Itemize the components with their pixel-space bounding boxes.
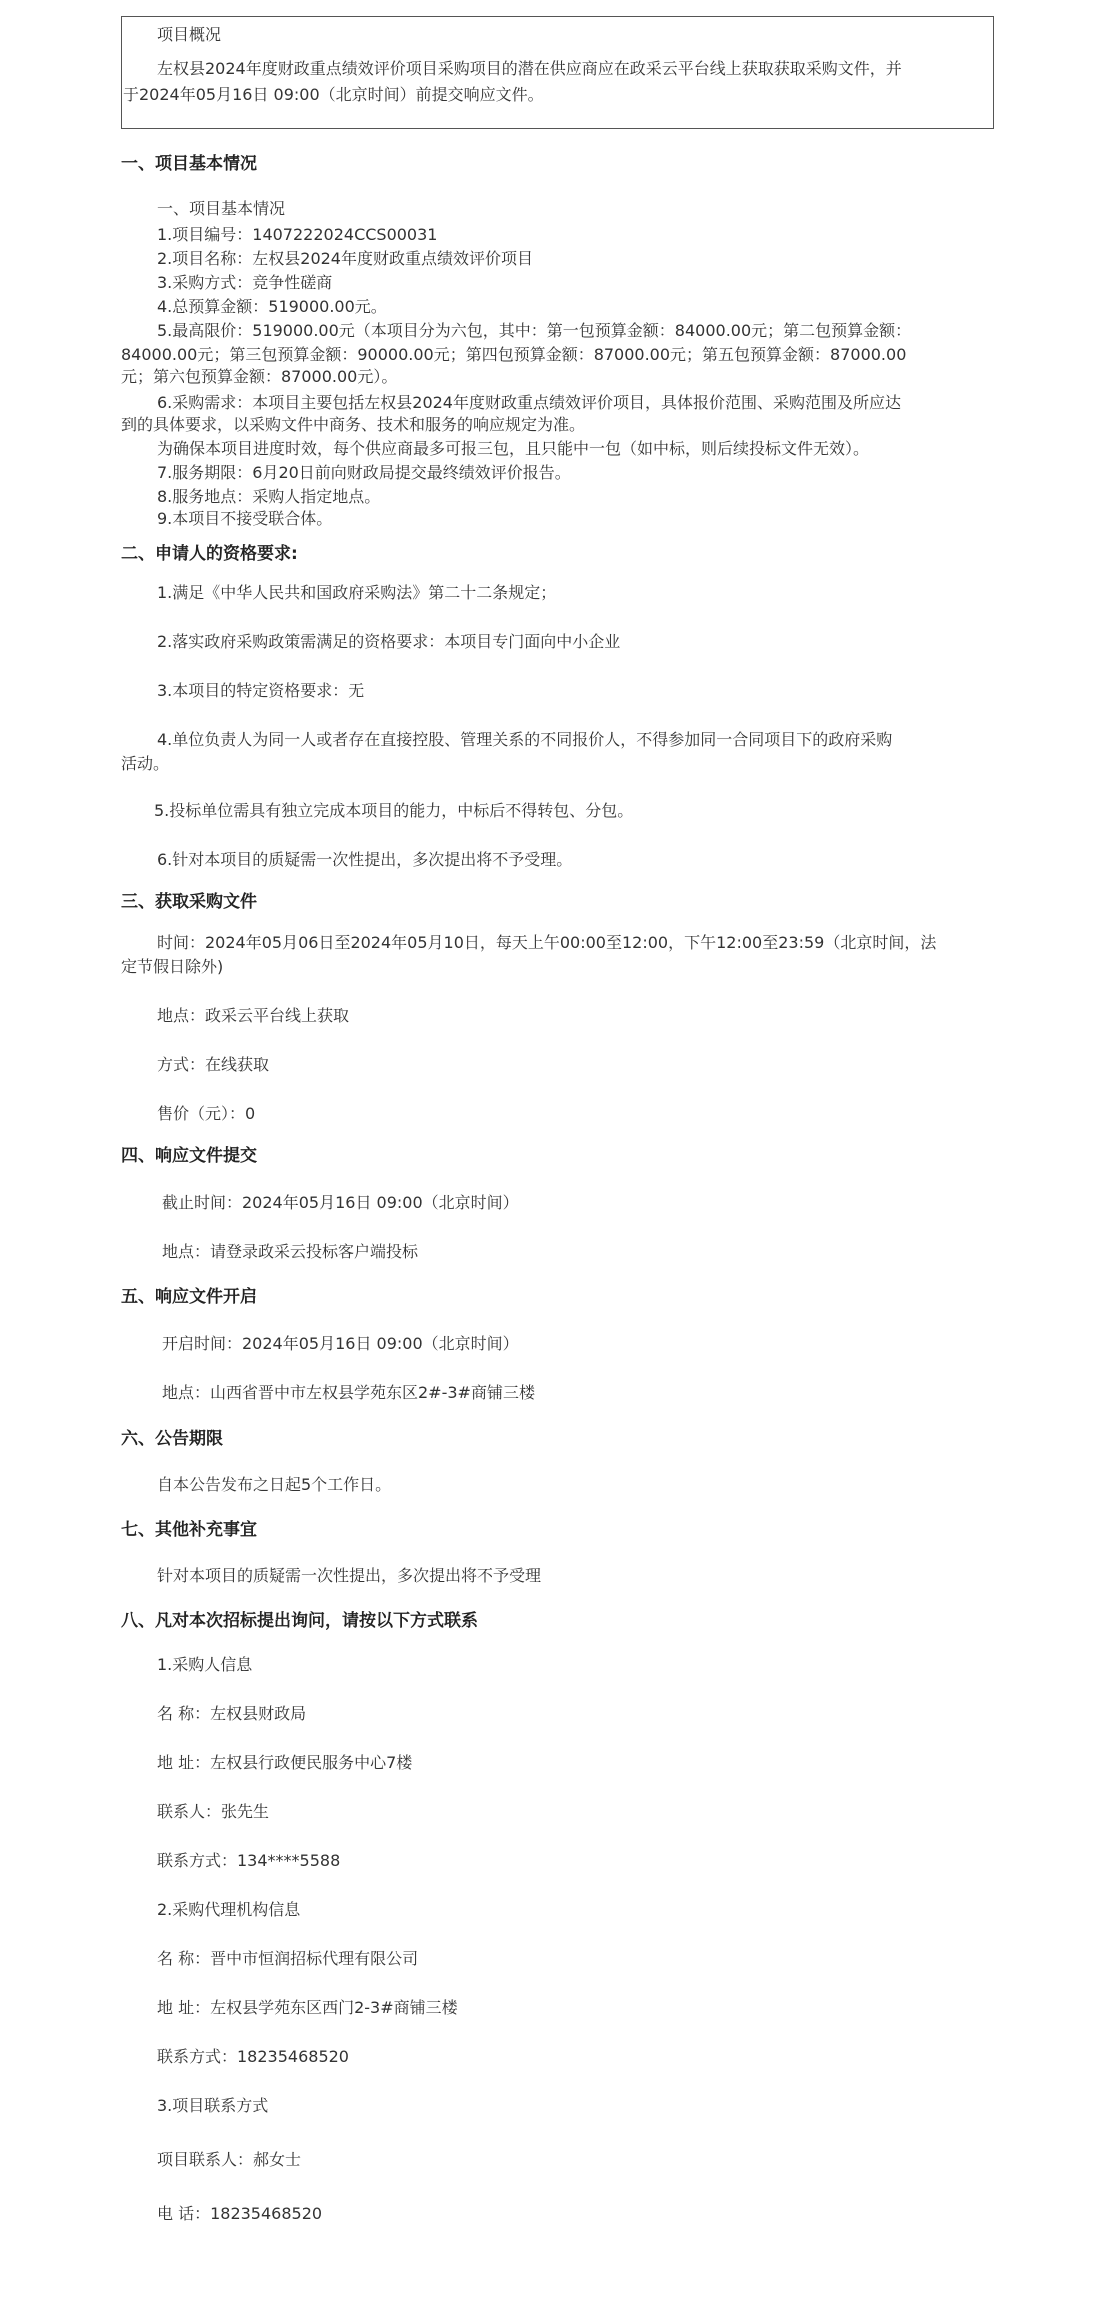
service-location: 8.服务地点：采购人指定地点。 [157,487,381,506]
requirements-line-3: 为确保本项目进度时效，每个供应商最多可报三包，且只能中一包（如中标，则后续投标文件无效）。 [157,439,870,458]
max-price-line-3: 元；第六包预算金额：87000.00元）。 [121,367,398,386]
buyer-info-title: 1.采购人信息 [157,1655,253,1674]
overview-text-line-2: 于2024年05月16日 09:00（北京时间）前提交响应文件。 [123,85,544,104]
agent-info-title: 2.采购代理机构信息 [157,1900,301,1919]
section-heading-qualifications: 二、申请人的资格要求: [121,544,298,564]
notice-period-text: 自本公告发布之日起5个工作日。 [157,1475,392,1494]
qualification-3: 3.本项目的特定资格要求：无 [157,681,365,700]
project-contact-phone: 电 话：18235468520 [157,2204,323,2223]
total-budget: 4.总预算金额：519000.00元。 [157,297,387,316]
section-heading-contact: 八、凡对本次招标提出询问，请按以下方式联系 [121,1611,478,1631]
no-consortium: 9.本项目不接受联合体。 [157,509,333,528]
submission-deadline: 截止时间：2024年05月16日 09:00（北京时间） [162,1193,519,1212]
qualification-1: 1.满足《中华人民共和国政府采购法》第二十二条规定； [157,583,557,602]
section-heading-other-matters: 七、其他补充事宜 [121,1520,257,1540]
project-contact-person: 项目联系人：郝女士 [157,2150,302,2169]
overview-title: 项目概况 [157,25,222,44]
buyer-phone: 联系方式：134****5588 [157,1851,341,1870]
procurement-method: 3.采购方式：竞争性磋商 [157,273,333,292]
agent-name: 名 称：晋中市恒润招标代理有限公司 [157,1949,419,1968]
obtain-time-line-2: 定节假日除外) [121,957,224,976]
document-price: 售价（元）：0 [157,1104,256,1123]
service-period: 7.服务期限：6月20日前向财政局提交最终绩效评价报告。 [157,463,571,482]
section-heading-submission: 四、响应文件提交 [121,1146,257,1166]
requirements-line-1: 6.采购需求：本项目主要包括左权县2024年度财政重点绩效评价项目，具体报价范围、采购范围及所应达 [157,393,901,412]
buyer-contact-person: 联系人：张先生 [157,1802,270,1821]
obtain-time-line-1: 时间：2024年05月06日至2024年05月10日，每天上午00:00至12:00，下午12:00至23:59（北京时间，法 [157,933,937,952]
other-matters-text: 针对本项目的质疑需一次性提出，多次提出将不予受理 [157,1566,542,1585]
project-number: 1.项目编号：1407222024CCS00031 [157,225,438,244]
obtain-place: 地点：政采云平台线上获取 [157,1006,350,1025]
section-heading-obtain-documents: 三、获取采购文件 [121,892,257,912]
qualification-2: 2.落实政府采购政策需满足的资格要求：本项目专门面向中小企业 [157,632,621,651]
project-name: 2.项目名称：左权县2024年度财政重点绩效评价项目 [157,249,533,268]
qualification-6: 6.针对本项目的质疑需一次性提出，多次提出将不予受理。 [157,850,573,869]
agent-phone: 联系方式：18235468520 [157,2047,349,2066]
opening-time: 开启时间：2024年05月16日 09:00（北京时间） [162,1334,519,1353]
max-price-line-2: 84000.00元；第三包预算金额：90000.00元；第四包预算金额：87000.00元；第五包预算金额：87000.00 [121,345,907,364]
buyer-address: 地 址：左权县行政便民服务中心7楼 [157,1753,413,1772]
overview-text-line-1: 左权县2024年度财政重点绩效评价项目采购项目的潜在供应商应在政采云平台线上获取获取采购文件，并 [157,59,902,78]
section-heading-basic-info: 一、项目基本情况 [121,154,257,174]
section-heading-opening: 五、响应文件开启 [121,1287,257,1307]
agent-address: 地 址：左权县学苑东区西门2-3#商铺三楼 [157,1998,458,2017]
basic-info-subheading: 一、项目基本情况 [157,199,286,218]
submission-place: 地点：请登录政采云投标客户端投标 [162,1242,419,1261]
project-contact-title: 3.项目联系方式 [157,2096,269,2115]
requirements-line-2: 到的具体要求，以采购文件中商务、技术和服务的响应规定为准。 [121,415,586,434]
section-heading-notice-period: 六、公告期限 [121,1429,223,1449]
obtain-method: 方式：在线获取 [157,1055,270,1074]
buyer-name: 名 称：左权县财政局 [157,1704,307,1723]
opening-place: 地点：山西省晋中市左权县学苑东区2#-3#商铺三楼 [162,1383,535,1402]
qualification-4-line-1: 4.单位负责人为同一人或者存在直接控股、管理关系的不同报价人，不得参加同一合同项目下的政府采购 [157,730,893,749]
qualification-5: 5.投标单位需具有独立完成本项目的能力，中标后不得转包、分包。 [154,801,634,820]
qualification-4-line-2: 活动。 [121,754,170,773]
max-price-line-1: 5.最高限价：519000.00元（本项目分为六包，其中：第一包预算金额：84000.00元；第二包预算金额： [157,321,912,340]
